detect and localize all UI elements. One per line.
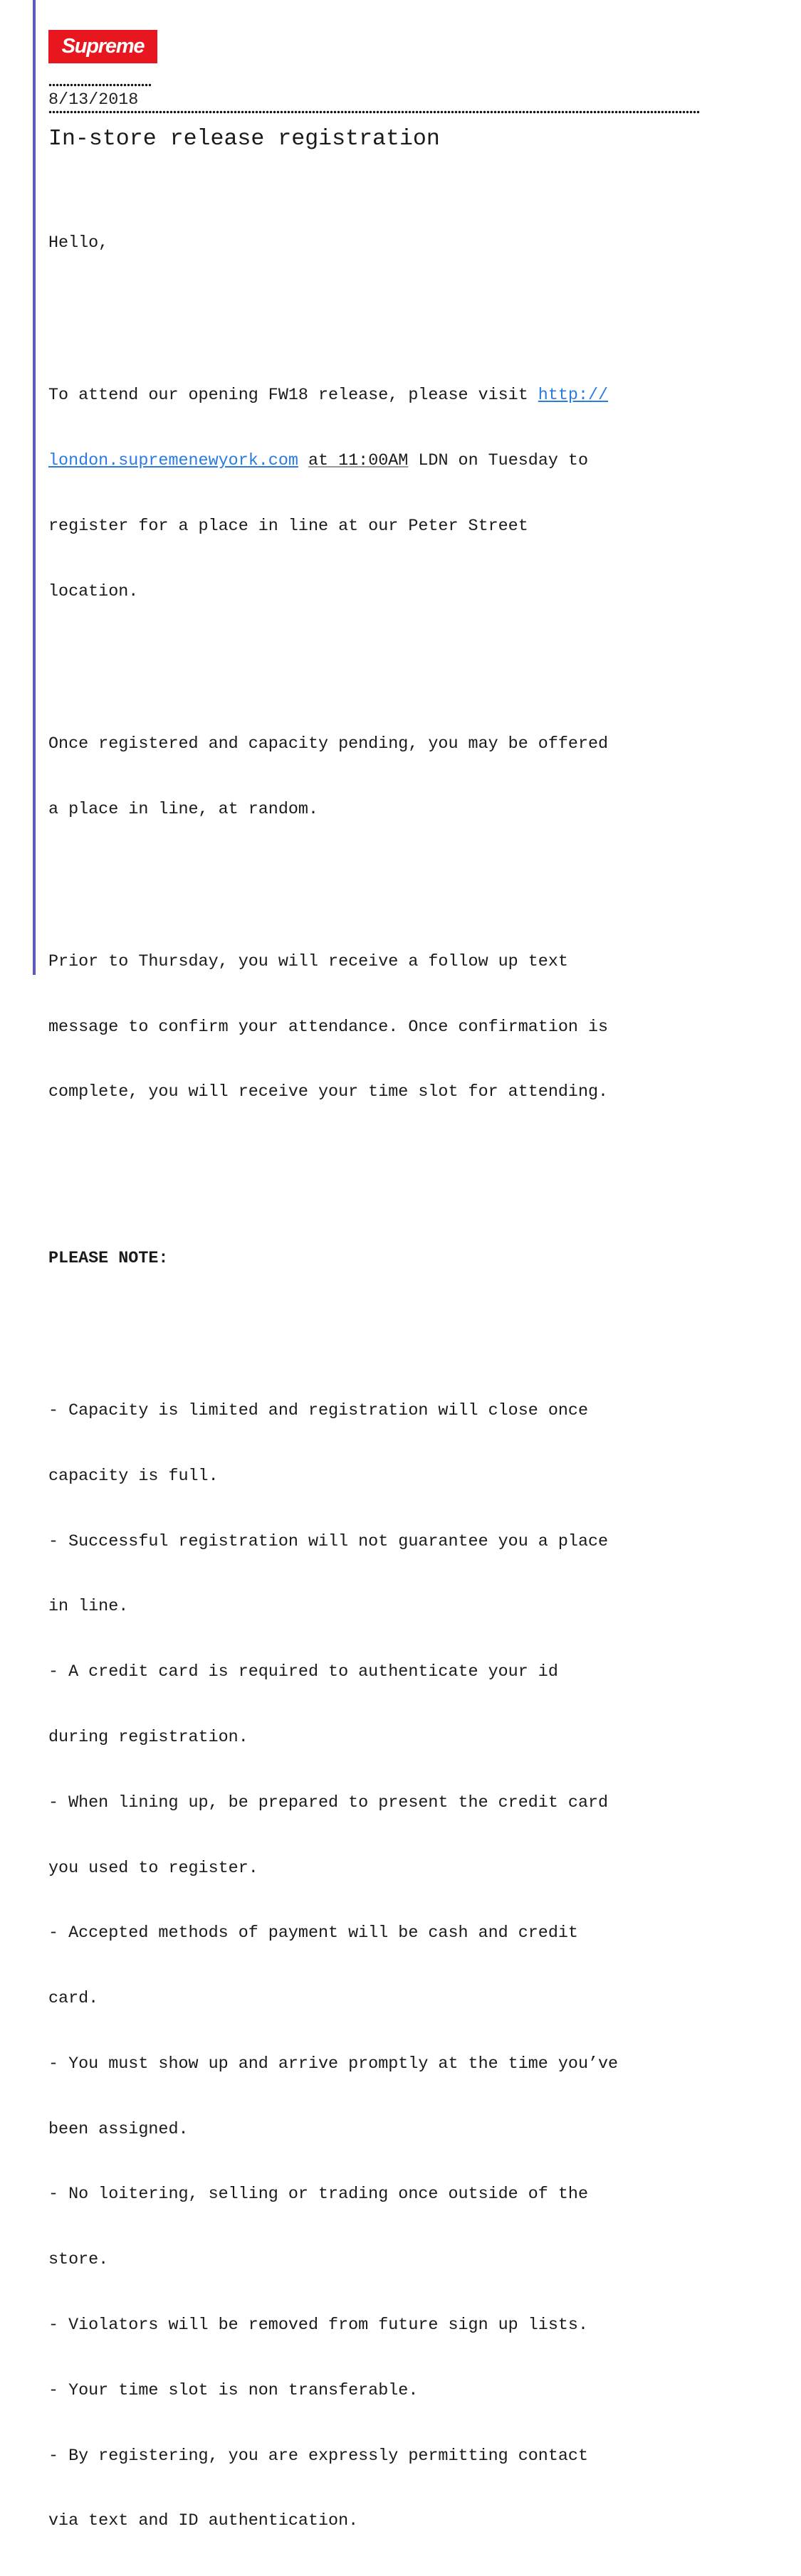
note-line: in line. [48,1598,129,1617]
dotted-divider-long [48,110,700,114]
supreme-logo [48,30,157,63]
email-date: 8/13/2018 [48,91,139,110]
note-line: capacity is full. [48,1467,219,1486]
note-line: - Capacity is limited and registration will close once [48,1402,588,1421]
paragraph-3-line-3: complete, you will receive your time slot for attending. [48,1083,609,1102]
paragraph-1-after-time: LDN on Tuesday to [408,452,589,471]
quote-bar [33,0,36,975]
logo-text: Supreme [61,35,145,58]
paragraph-3-line-1: Prior to Thursday, you will receive a follow up text [48,952,568,971]
registration-link-part-1[interactable]: http:// [538,386,609,406]
paragraph-1-line-1 [48,385,714,407]
note-line: during registration. [48,1728,248,1747]
note-line: - Accepted methods of payment will be cash and credit [48,1924,578,1943]
greeting: Hello, [48,234,109,253]
note-line: via text and ID authentication. [48,2512,359,2531]
paragraph-2-line-1: Once registered and capacity pending, you may be offered [48,734,609,754]
paragraph-3-line-2: message to confirm your attendance. Once confirmation is [48,1018,609,1037]
paragraph-1-line-2 [48,450,714,473]
note-line: - By registering, you are expressly permitting contact [48,2446,588,2466]
note-line: store. [48,2251,109,2270]
paragraph-1-line-3: register for a place in line at our Peter Street [48,517,528,536]
spacer-text [298,452,308,470]
release-time: at 11:00AM [308,452,409,471]
note-line: you used to register. [48,1859,258,1878]
note-line: been assigned. [48,2120,189,2139]
paragraph-2-line-2: a place in line, at random. [48,800,318,819]
note-line: - No loitering, selling or trading once outside of the [48,2185,588,2205]
note-line: - A credit card is required to authenticate your id [48,1663,558,1682]
note-heading: PLEASE NOTE: [48,1249,169,1268]
dotted-divider-short [48,83,151,87]
note-line: card. [48,1990,99,2009]
note-line: - You must show up and arrive promptly at the time you’ve [48,2054,619,2074]
paragraph-1-text: To attend our opening FW18 release, please visit [48,386,538,406]
note-line: - When lining up, be prepared to present the credit card [48,1793,609,1812]
email-text [48,189,714,2576]
registration-link-part-2[interactable]: london.supremenewyork.com [48,452,298,471]
email-title: In-store release registration [48,127,440,152]
note-line: - Violators will be removed from future sign up lists. [48,2316,588,2335]
note-line: - Successful registration will not guarantee you a place [48,1532,609,1551]
paragraph-1-line-4: location. [48,582,139,601]
note-line: - Your time slot is non transferable. [48,2381,419,2400]
